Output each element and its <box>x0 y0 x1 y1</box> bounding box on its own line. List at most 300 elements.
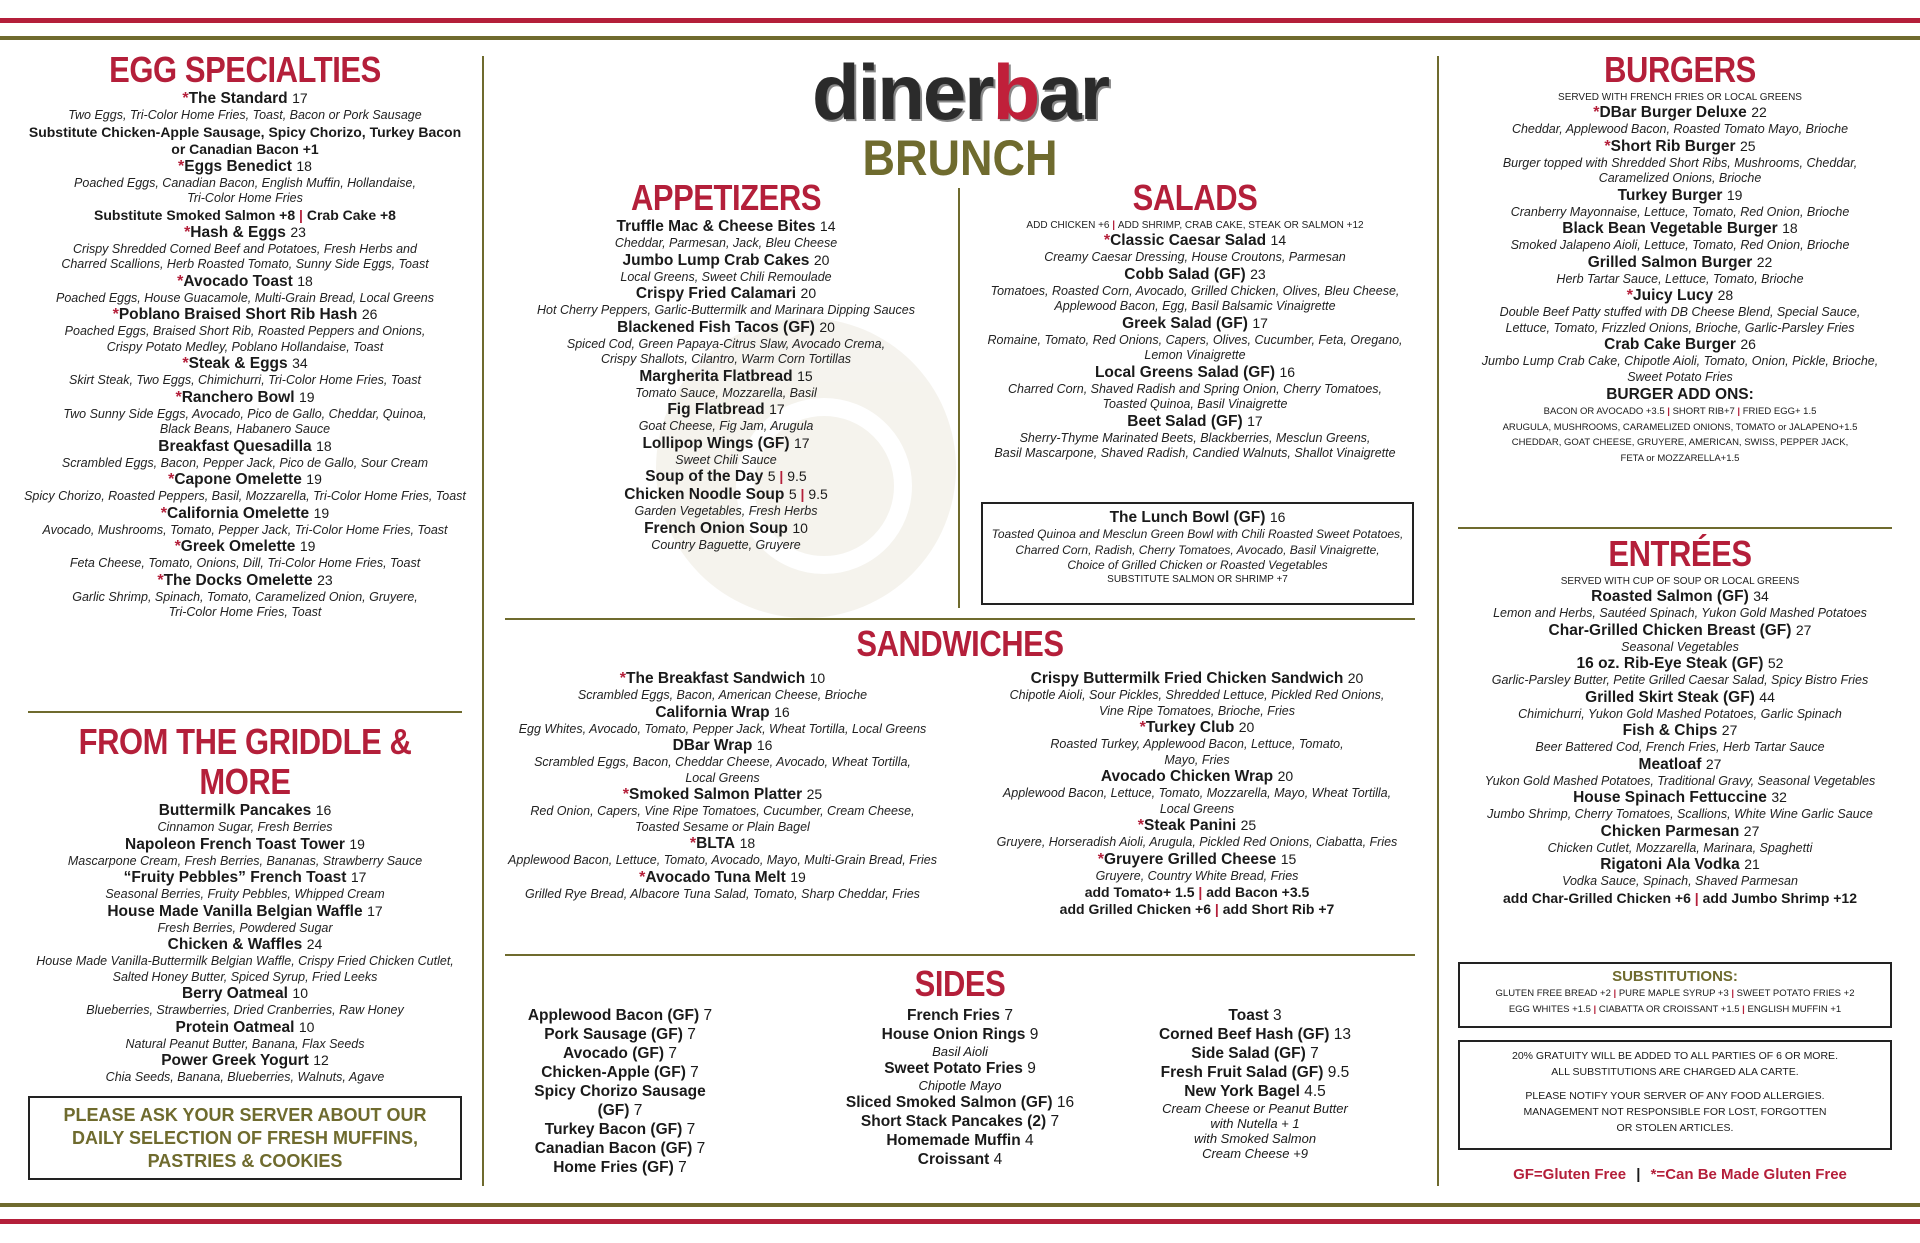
menu-item-description: Poached Eggs, Braised Short Rib, Roasted Peppers and Onions, <box>64 324 426 338</box>
side-item-description: Cream Cheese or Peanut Butter <box>1162 1101 1348 1116</box>
menu-item <box>24 572 466 621</box>
menu-item-header <box>20 1019 470 1037</box>
menu-item-description: Creamy Caesar Dressing, House Croutons, Parmesan <box>1044 250 1346 264</box>
menu-item-description: Mascarpone Cream, Fresh Berries, Bananas, Strawberry Sauce <box>67 853 423 868</box>
menu-item-name: Chicken & Waffles <box>167 936 303 953</box>
menu-item-header <box>962 817 1432 835</box>
menu-item-header <box>506 285 946 303</box>
egg-specialties-section <box>24 50 466 621</box>
menu-item-price: 44 <box>1759 688 1775 705</box>
menu-item-price: 18 <box>316 437 332 454</box>
side-item-description: Chipotle Mayo <box>918 1078 1002 1093</box>
menu-item-price: 5 | 9.5 <box>788 486 828 502</box>
menu-item-name: Fish & Chips <box>1622 722 1718 739</box>
side-item-name: Chicken-Apple (GF) <box>541 1064 686 1081</box>
menu-item-description: Spicy Chorizo, Roasted Peppers, Basil, Mozzarella, Tri-Color Home Fries, Toast <box>24 489 466 503</box>
menu-item-description: Toasted Sesame or Plain Bagel <box>635 819 810 834</box>
menu-item <box>1450 823 1910 857</box>
menu-item-name: Short Rib Burger <box>1610 137 1736 155</box>
gluten-free-asterisk: * <box>157 571 164 589</box>
section-subtitle: SERVED WITH FRENCH FRIES OR LOCAL GREENS <box>1558 92 1802 103</box>
sides-col-3 <box>1150 1006 1360 1161</box>
menu-item <box>24 438 466 472</box>
menu-item-description: Blueberries, Strawberries, Dried Cranberries, Raw Honey <box>86 1003 404 1017</box>
menu-item <box>970 364 1420 413</box>
menu-item <box>24 158 466 224</box>
menu-item-header <box>24 538 466 556</box>
menu-item-header <box>506 401 946 419</box>
menu-item-description: Smoked Jalapeno Aioli, Lettuce, Tomato, Red Onion, Brioche <box>1510 238 1850 252</box>
bottom-rule-olive <box>0 1203 1920 1207</box>
menu-item-description: Skirt Steak, Two Eggs, Chimichurri, Tri-Color Home Fries, Toast <box>69 373 421 387</box>
menu-item <box>20 836 470 870</box>
menu-item-name: Classic Caesar Salad <box>1110 232 1267 249</box>
menu-item-description: Charred Corn, Shaved Radish and Spring Onion, Cherry Tomatoes, <box>1007 381 1383 396</box>
menu-item <box>24 355 466 389</box>
menu-item-price: 19 <box>349 835 365 852</box>
menu-item-price: 18 <box>739 835 756 851</box>
menu-item-description: Scrambled Eggs, Bacon, Pepper Jack, Pico de Gallo, Sour Cream <box>61 455 429 470</box>
menu-item-name: Avocado Chicken Wrap <box>1100 768 1274 785</box>
side-item-name: New York Bagel <box>1184 1083 1300 1100</box>
menu-item-description: Local Greens <box>1159 801 1235 816</box>
menu-item-description: Grilled Rye Bread, Albacore Tuna Salad, Tomato, Sharp Cheddar, Fries <box>525 886 920 901</box>
menu-item-header <box>1450 622 1910 640</box>
griddle-section <box>20 722 470 1086</box>
menu-item-description: Scrambled Eggs, Bacon, American Cheese, Brioche <box>577 688 868 702</box>
sandwiches-right <box>962 670 1432 918</box>
menu-item-name: California Omelette <box>167 504 310 522</box>
menu-item-name: DBar Burger Deluxe <box>1599 104 1747 121</box>
menu-item-name: French Onion Soup <box>644 519 788 537</box>
policy-line: PLEASE NOTIFY YOUR SERVER OF ANY FOOD ALLERGIES. <box>1525 1090 1825 1102</box>
policy-line: ALL SUBSTITUTIONS ARE CHARGED ALA CARTE. <box>1551 1066 1799 1078</box>
menu-item-description: Scrambled Eggs, Bacon, Cheddar Cheese, Avocado, Wheat Tortilla, <box>534 755 911 769</box>
menu-item-description: Beer Battered Cod, French Fries, Herb Tartar Sauce <box>1535 740 1825 754</box>
side-item-name: Side Salad (GF) <box>1191 1045 1306 1062</box>
menu-item-name: Greek Omelette <box>180 538 296 555</box>
menu-item-name: Chicken Parmesan <box>1600 822 1740 840</box>
menu-item-price: 25 <box>1240 817 1257 833</box>
sandwiches-left <box>500 670 945 902</box>
menu-item <box>506 285 946 319</box>
menu-item-header <box>500 670 945 688</box>
side-item-name: Home Fries (GF) <box>553 1159 674 1176</box>
menu-item-price: 16 <box>315 802 332 818</box>
menu-item-name: Steak & Eggs <box>188 355 288 372</box>
lunch-bowl-desc: Toasted Quinoa and Mesclun Green Bowl with Chili Roasted Sweet Potatoes, <box>991 527 1404 541</box>
menu-item-description: Spiced Cod, Green Papaya-Citrus Slaw, Avocado Crema, <box>566 336 886 351</box>
menu-item-description: Cheddar, Applewood Bacon, Roasted Tomato Mayo, Brioche <box>1511 122 1849 136</box>
side-item <box>520 1063 720 1082</box>
gluten-free-asterisk: * <box>689 835 697 852</box>
menu-item-header <box>500 786 945 804</box>
side-item-description: with Nutella + 1 <box>1210 1116 1300 1131</box>
menu-item-description: Lemon and Herbs, Sautéed Spinach, Yukon Gold Mashed Potatoes <box>1493 606 1867 620</box>
menu-item-description: Local Greens, Sweet Chili Remoulade <box>620 269 832 284</box>
menu-item-description: Tomatoes, Roasted Corn, Avocado, Grilled Chicken, Olives, Bleu Cheese, <box>990 283 1400 298</box>
side-item-name: Canadian Bacon (GF) <box>534 1140 693 1157</box>
menu-item-price: 15 <box>1280 850 1297 867</box>
menu-item-description: Lettuce, Tomato, Frizzled Onions, Brioche, Garlic-Parsley Fries <box>1505 320 1855 335</box>
legend <box>1450 1166 1910 1183</box>
logo-block <box>700 48 1220 186</box>
menu-item <box>506 486 946 520</box>
substitutions-line: EGG WHITES +1.5 | CIABATTA OR CROISSANT +1.5 | ENGLISH MUFFIN +1 <box>1508 1004 1842 1015</box>
menu-item-name: 16 oz. Rib-Eye Steak (GF) <box>1576 655 1764 672</box>
menu-item-description: Burger topped with Shredded Short Ribs, Mushrooms, Cheddar, <box>1502 155 1858 170</box>
menu-item-price: 20 <box>1347 670 1364 686</box>
gluten-free-asterisk: * <box>182 355 189 372</box>
menu-item-header <box>970 232 1420 250</box>
menu-item-name: The Docks Omelette <box>163 571 313 589</box>
menu-item-name: Meatloaf <box>1638 755 1702 773</box>
menu-item-name: DBar Wrap <box>672 737 753 754</box>
menu-item-header <box>1450 104 1910 122</box>
menu-item <box>24 224 466 273</box>
burgers-section <box>1450 50 1910 466</box>
menu-item-description: Garlic Shrimp, Spinach, Tomato, Caramelized Onion, Gruyere, <box>72 589 418 604</box>
menu-item-header <box>970 364 1420 382</box>
menu-item-description: Roasted Turkey, Applewood Bacon, Lettuce, Tomato, <box>1050 737 1344 751</box>
side-item <box>1150 1082 1360 1101</box>
burger-addon-line: ARUGULA, MUSHROOMS, CARAMELIZED ONIONS, TOMATO or JALAPENO+1.5 <box>1502 421 1858 433</box>
salads-section <box>970 178 1420 462</box>
menu-item-option: add Char-Grilled Chicken +6 | add Jumbo Shrimp +12 <box>1502 889 1858 906</box>
menu-item-description: Garden Vegetables, Fresh Herbs <box>634 504 818 518</box>
gluten-free-asterisk: * <box>178 157 185 175</box>
menu-item-name: Turkey Club <box>1145 719 1235 736</box>
menu-item-description: House Made Vanilla-Buttermilk Belgian Waffle, Crispy Fried Chicken Cutlet, <box>36 954 454 968</box>
menu-item-description: Applewood Bacon, Egg, Basil Balsamic Vinaigrette <box>1054 299 1336 313</box>
menu-item <box>506 468 946 486</box>
menu-item-description: Poached Eggs, House Guacamole, Multi-Grain Bread, Local Greens <box>56 290 434 305</box>
menu-item-option: or Canadian Bacon +1 <box>171 140 319 157</box>
menu-item-price: 22 <box>1751 104 1767 120</box>
burger-addons-title: BURGER ADD ONS: <box>1606 386 1754 403</box>
menu-item-name: Berry Oatmeal <box>181 985 288 1002</box>
menu-item-description: Herb Tartar Sauce, Lettuce, Tomato, Brioche <box>1556 271 1804 286</box>
menu-item <box>506 520 946 554</box>
side-item <box>840 1059 1080 1078</box>
menu-item-price: 10 <box>298 1018 315 1035</box>
menu-item-description: Applewood Bacon, Lettuce, Tomato, Mozzarella, Mayo, Wheat Tortilla, <box>1002 786 1392 800</box>
menu-item-header <box>970 266 1420 284</box>
brunch-subtitle: BRUNCH <box>862 130 1058 186</box>
side-item-price: 7 <box>703 1007 713 1024</box>
menu-item <box>20 985 470 1019</box>
menu-item <box>962 719 1432 768</box>
menu-item-description: Chimichurri, Yukon Gold Mashed Potatoes, Garlic Spinach <box>1518 706 1842 721</box>
menu-item-name: “Fruity Pebbles” French Toast <box>123 869 347 886</box>
lunch-bowl-note: SUBSTITUTE SALMON OR SHRIMP +7 <box>1107 573 1288 585</box>
side-item <box>520 1139 720 1158</box>
side-item-name: Homemade Muffin <box>886 1132 1021 1149</box>
side-item-name: French Fries <box>907 1007 1001 1024</box>
menu-item-name: Gruyere Grilled Cheese <box>1103 850 1277 868</box>
section-title: FROM THE GRIDDLE & MORE <box>78 721 412 802</box>
menu-item-description: Tri-Color Home Fries <box>187 191 303 205</box>
menu-item-header <box>1450 187 1910 205</box>
menu-item-description: Sweet Chili Sauce <box>675 452 777 467</box>
menu-item-price: 34 <box>1753 588 1769 604</box>
legend-ast: *=Can Be Made Gluten Free <box>1650 1166 1847 1183</box>
menu-item-description: Crispy Potato Medley, Poblano Hollandaise, Toast <box>106 339 384 354</box>
side-item-price: 3 <box>1272 1007 1282 1024</box>
menu-item-description: Black Beans, Habanero Sauce <box>159 422 331 436</box>
menu-item <box>500 835 945 869</box>
side-item <box>1150 1063 1360 1082</box>
menu-item-price: 28 <box>1717 287 1734 303</box>
menu-item-name: Roasted Salmon (GF) <box>1591 588 1749 605</box>
policy-line: MANAGEMENT NOT RESPONSIBLE FOR LOST, FORGOTTEN <box>1523 1106 1827 1118</box>
side-item-price: 7 <box>668 1045 677 1062</box>
menu-item-price: 27 <box>1705 755 1722 772</box>
side-item <box>520 1082 720 1120</box>
gluten-free-asterisk: * <box>182 90 189 107</box>
side-item <box>520 1158 720 1177</box>
side-item <box>520 1120 720 1139</box>
side-item <box>840 1093 1080 1112</box>
side-item-price: 9 <box>1027 1060 1036 1077</box>
side-item-name: House Onion Rings <box>881 1026 1026 1043</box>
egg-items <box>24 90 466 621</box>
menu-item-name: Grilled Skirt Steak (GF) <box>1585 688 1755 706</box>
gluten-free-asterisk: * <box>1593 104 1600 121</box>
menu-item-price: 32 <box>1771 789 1787 805</box>
menu-item-price: 16 <box>774 703 790 720</box>
menu-item-description: Charred Scallions, Herb Roasted Tomato, Sunny Side Eggs, Toast <box>61 257 429 271</box>
menu-item <box>20 1052 470 1086</box>
menu-item-header <box>506 520 946 538</box>
section-title: SANDWICHES <box>856 623 1064 664</box>
side-item-name: Spicy Chorizo Sausage (GF) <box>534 1083 706 1119</box>
menu-item-price: 24 <box>306 936 323 952</box>
menu-item-name: Fig Flatbread <box>667 401 765 418</box>
menu-item-description: Mayo, Fries <box>1164 752 1230 767</box>
menu-item <box>20 903 470 937</box>
notice-line: PLEASE ASK YOUR SERVER ABOUT OUR <box>63 1105 427 1125</box>
menu-item-name: The Standard <box>188 90 288 107</box>
menu-item-name: Crab Cake Burger <box>1604 336 1736 353</box>
menu-item-price: 17 <box>292 90 308 106</box>
menu-item-description: Gruyere, Horseradish Aioli, Arugula, Pickled Red Onions, Ciabatta, Fries <box>996 835 1398 849</box>
diner-bar-logo: dinerbar <box>811 48 1109 136</box>
menu-item <box>24 471 466 505</box>
side-item-name: Turkey Bacon (GF) <box>544 1121 683 1138</box>
side-item <box>1150 1044 1360 1063</box>
section-title: SIDES <box>914 963 1006 1004</box>
menu-item-name: Avocado Toast <box>183 272 293 290</box>
menu-item-description: Gruyere, Country White Bread, Fries <box>1095 868 1299 883</box>
gluten-free-asterisk: * <box>177 272 184 290</box>
menu-item <box>1450 622 1910 656</box>
sides-col-2 <box>840 1006 1080 1169</box>
menu-item <box>970 315 1420 364</box>
side-item-price: 7 <box>687 1026 696 1043</box>
menu-item-header <box>1450 287 1910 305</box>
menu-item-option: Substitute Smoked Salmon +8 | Crab Cake +8 <box>94 206 396 223</box>
side-item-price: 7 <box>690 1064 699 1081</box>
menu-item-name: Breakfast Quesadilla <box>158 437 312 455</box>
menu-item-name: Ranchero Bowl <box>181 388 295 406</box>
menu-item <box>962 851 1432 919</box>
menu-item-name: Chicken Noodle Soup <box>624 486 785 503</box>
menu-item <box>1450 138 1910 187</box>
side-item <box>840 1112 1080 1131</box>
side-item <box>840 1025 1080 1044</box>
menu-item-header <box>20 1052 470 1070</box>
menu-item-description: Avocado, Mushrooms, Tomato, Pepper Jack, Tri-Color Home Fries, Toast <box>42 522 448 537</box>
menu-item <box>1450 756 1910 790</box>
menu-item-price: 23 <box>290 223 306 240</box>
menu-item-option: Substitute Chicken-Apple Sausage, Spicy Chorizo, Turkey Bacon <box>28 123 462 140</box>
menu-item-price: 27 <box>1743 822 1760 839</box>
menu-item-header <box>506 486 946 504</box>
side-item-name: Short Stack Pancakes (2) <box>860 1113 1047 1130</box>
menu-item-description: Vodka Sauce, Spinach, Shaved Parmesan <box>1562 874 1798 888</box>
menu-item <box>506 368 946 402</box>
legend-gf: GF=Gluten Free <box>1513 1166 1627 1183</box>
legend-sep: | <box>1636 1166 1641 1183</box>
menu-item-price: 27 <box>1795 621 1812 638</box>
menu-item-name: Greek Salad (GF) <box>1122 314 1248 332</box>
menu-item-header <box>962 851 1432 869</box>
menu-item-description: Salted Honey Butter, Spiced Syrup, Fried Leeks <box>112 969 378 984</box>
gluten-free-asterisk: * <box>112 306 119 323</box>
menu-item-price: 10 <box>792 519 808 536</box>
menu-item <box>500 786 945 835</box>
side-item-price: 7 <box>1004 1007 1013 1024</box>
menu-item-price: 10 <box>809 670 826 686</box>
menu-item-name: Steak Panini <box>1144 817 1237 834</box>
side-item-name: Toast <box>1228 1007 1269 1024</box>
menu-item-price: 19 <box>298 388 315 405</box>
menu-item <box>1450 220 1910 254</box>
menu-item-name: Protein Oatmeal <box>175 1018 295 1036</box>
menu-item-header <box>1450 856 1910 874</box>
menu-item <box>24 389 466 438</box>
menu-item-description: Natural Peanut Butter, Banana, Flax Seeds <box>125 1036 365 1051</box>
menu-item-header <box>24 90 466 108</box>
menu-item-description: Caramelized Onions, Brioche <box>1598 171 1762 185</box>
menu-item <box>20 1019 470 1053</box>
menu-item-price: 16 <box>756 737 773 753</box>
side-item-price: 4 <box>1025 1132 1034 1149</box>
menu-item-description: Local Greens <box>685 770 760 785</box>
menu-item <box>1450 722 1910 756</box>
menu-item-header <box>506 218 946 236</box>
menu-item <box>500 704 945 738</box>
menu-item-name: House Spinach Fettuccine <box>1573 789 1767 806</box>
menu-item-header <box>500 704 945 722</box>
menu-item <box>1450 287 1910 336</box>
lunch-bowl-item: The Lunch Bowl (GF) 16 <box>1109 509 1286 526</box>
menu-item-price: 21 <box>1744 856 1760 872</box>
bottom-rule-red <box>0 1219 1920 1224</box>
menu-item-price: 17 <box>1252 314 1268 331</box>
salad-items <box>970 232 1420 462</box>
gluten-free-asterisk: * <box>1097 850 1104 868</box>
menu-item-name: Crispy Buttermilk Fried Chicken Sandwich <box>1030 670 1344 687</box>
menu-item-price: 26 <box>361 306 378 322</box>
menu-item-description: Feta Cheese, Tomato, Onions, Dill, Tri-Color Home Fries, Toast <box>69 556 421 570</box>
menu-item-price: 22 <box>1756 253 1773 270</box>
gluten-free-asterisk: * <box>174 538 181 555</box>
side-item-price: 13 <box>1333 1026 1352 1043</box>
side-item <box>520 1006 720 1025</box>
side-item-description: Cream Cheese +9 <box>1202 1146 1308 1161</box>
menu-item-description: Cinnamon Sugar, Fresh Berries <box>157 820 333 834</box>
menu-item-price: 18 <box>296 157 312 174</box>
burger-items <box>1450 104 1910 385</box>
menu-item <box>500 869 945 903</box>
menu-item-name: Power Greek Yogurt <box>161 1052 309 1069</box>
substitutions-line: GLUTEN FREE BREAD +2 | PURE MAPLE SYRUP +3 | SWEET POTATO FRIES +2 <box>1495 988 1855 999</box>
gluten-free-asterisk: * <box>619 670 627 687</box>
menu-item-option: add Tomato+ 1.5 | add Bacon +3.5 <box>1084 884 1310 900</box>
menu-item-name: Soup of the Day <box>645 468 764 485</box>
side-item-name: Pork Sausage (GF) <box>544 1026 683 1043</box>
menu-item-header <box>1450 220 1910 238</box>
policy-box <box>1458 1040 1892 1150</box>
menu-item-name: Char-Grilled Chicken Breast (GF) <box>1548 621 1792 639</box>
section-subtitle: ADD CHICKEN +6 | ADD SHRIMP, CRAB CAKE, STEAK OR SALMON +12 <box>1026 220 1364 231</box>
menu-item-price: 17 <box>769 401 785 417</box>
menu-item-description: Toasted Quinoa, Basil Vinaigrette <box>1102 397 1288 411</box>
side-item <box>520 1044 720 1063</box>
side-item-name: Corned Beef Hash (GF) <box>1158 1026 1330 1043</box>
menu-item-name: Cobb Salad (GF) <box>1124 265 1246 283</box>
divider-apps-sandwiches <box>505 618 1415 620</box>
menu-item-price: 19 <box>299 538 316 554</box>
menu-item-description: Two Eggs, Tri-Color Home Fries, Toast, Bacon or Pork Sausage <box>68 108 422 122</box>
menu-item-description: Fresh Berries, Powdered Sugar <box>157 920 333 935</box>
side-item-price: 16 <box>1056 1094 1075 1111</box>
menu-item-header <box>24 224 466 242</box>
menu-item-description: Romaine, Tomato, Red Onions, Capers, Olives, Cucumber, Feta, Oregano, <box>987 332 1403 347</box>
menu-item-description: Cranberry Mayonnaise, Lettuce, Tomato, Red Onion, Brioche <box>1510 204 1850 219</box>
menu-item-name: Juicy Lucy <box>1633 287 1714 304</box>
menu-item-header <box>970 315 1420 333</box>
top-rule-red <box>0 18 1920 23</box>
menu-item <box>500 670 945 704</box>
menu-item-header <box>500 737 945 755</box>
menu-item-name: Lollipop Wings (GF) <box>642 434 790 452</box>
menu-item-price: 26 <box>1740 336 1756 352</box>
menu-item <box>962 670 1432 719</box>
menu-item-header <box>506 252 946 270</box>
side-item-price: 9 <box>1029 1026 1039 1043</box>
menu-item-name: Rigatoni Ala Vodka <box>1600 856 1740 873</box>
menu-item <box>24 538 466 572</box>
policy-line: OR STOLEN ARTICLES. <box>1616 1122 1734 1134</box>
menu-item-header <box>1450 823 1910 841</box>
menu-item-price: 52 <box>1767 655 1784 671</box>
menu-item-name: Poblano Braised Short Rib Hash <box>118 306 358 323</box>
menu-item-header <box>500 835 945 853</box>
menu-item-description: Crispy Shredded Corned Beef and Potatoes, Fresh Herbs and <box>73 241 417 256</box>
menu-item-description: Chipotle Aioli, Sour Pickles, Shredded Lettuce, Pickled Red Onions, <box>1009 688 1385 702</box>
side-item <box>1150 1025 1360 1044</box>
section-title: SALADS <box>1132 177 1258 218</box>
menu-item-price: 19 <box>313 504 330 521</box>
menu-item-name: Napoleon French Toast Tower <box>125 835 345 853</box>
menu-item-description: Chicken Cutlet, Mozzarella, Marinara, Spaghetti <box>1547 840 1813 855</box>
menu-item <box>506 401 946 435</box>
menu-item <box>1450 187 1910 221</box>
appetizers-section <box>506 178 946 553</box>
